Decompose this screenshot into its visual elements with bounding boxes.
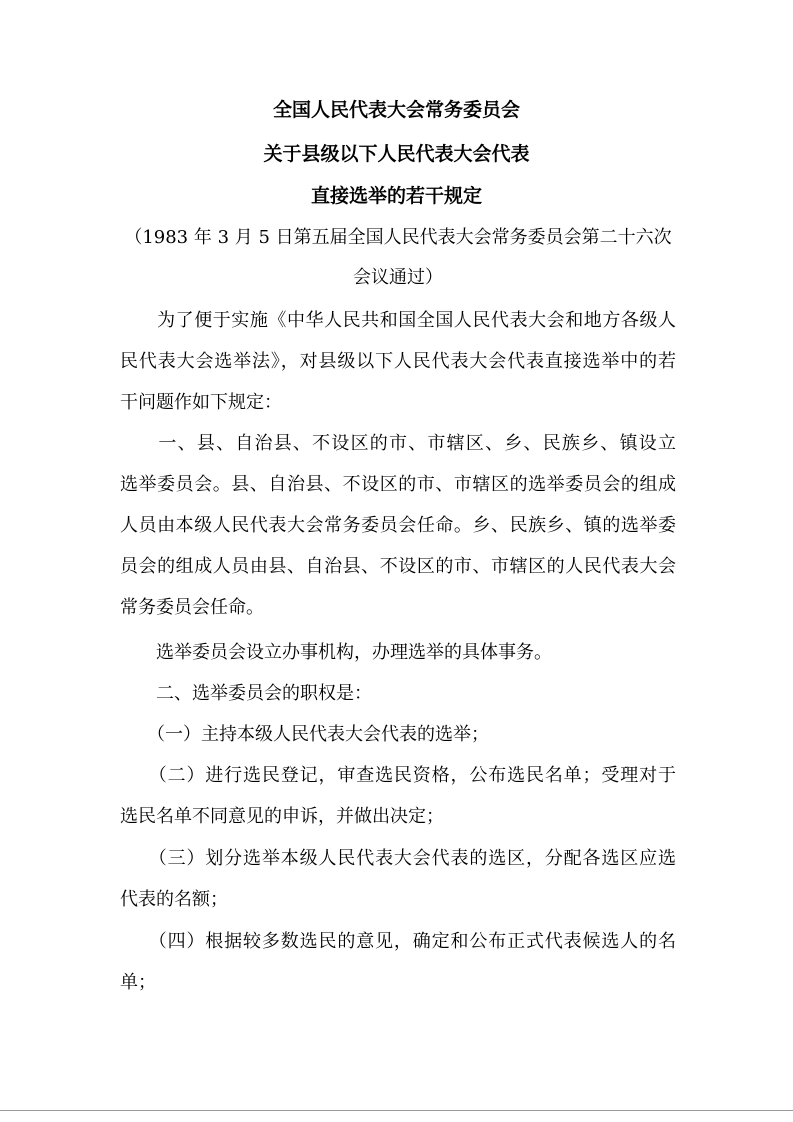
text-line: （二）进行选民登记，审查选民资格，公布选民名单；受理对于 <box>120 765 676 786</box>
page-bottom-divider <box>0 1110 793 1111</box>
text-line: （一）主持本级人民代表大会代表的选举； <box>120 724 489 745</box>
text-line: 选举委员会。县、自治县、不设区的市、市辖区的选举委员会的组成 <box>120 474 676 495</box>
adoption-note-line-2: 会议通过） <box>353 267 443 288</box>
text-line: （四）根据较多数选民的意见，确定和公布正式代表候选人的名 <box>120 931 676 952</box>
document-title-line-3: 直接选举的若干规定 <box>310 185 482 207</box>
text-line: 干问题作如下规定： <box>120 392 282 413</box>
text-line: 人员由本级人民代表大会常务委员会任命。乡、民族乡、镇的选举委 <box>120 515 676 536</box>
text-line: 二、选举委员会的职权是： <box>120 683 372 704</box>
text-line: 选民名单不同意见的申诉，并做出决定； <box>120 806 444 827</box>
text-line: 选举委员会设立办事机构，办理选举的具体事务。 <box>120 642 552 663</box>
adoption-note <box>120 218 676 298</box>
adoption-note-line-1: （1983 年 3 月 5 日第五届全国人民代表大会常务委员会第二十六次 <box>124 227 672 248</box>
article-2-item-4-paragraph <box>120 921 676 1003</box>
text-line: 民代表大会选举法》，对县级以下人民代表大会代表直接选举中的若 <box>120 351 676 372</box>
text-line: 为了便于实施《中华人民共和国全国人民代表大会和地方各级人 <box>120 310 676 331</box>
text-line: 一、县、自治县、不设区的市、市辖区、乡、民族乡、镇设立 <box>120 433 676 454</box>
text-line: 单； <box>120 972 156 993</box>
article-2-heading-paragraph <box>120 673 676 714</box>
text-line: 员会的组成人员由县、自治县、不设区的市、市辖区的人民代表大会 <box>120 556 676 577</box>
article-2-item-3-paragraph <box>120 838 676 920</box>
text-line: 常务委员会任命。 <box>120 597 264 618</box>
article-1-paragraph <box>120 423 676 628</box>
preamble-paragraph <box>120 300 676 423</box>
text-line: （三）划分选举本级人民代表大会代表的选区，分配各选区应选 <box>120 848 676 869</box>
article-2-item-2-paragraph <box>120 755 676 837</box>
text-line: 代表的名额； <box>120 889 228 910</box>
document-title-line-2: 关于县级以下人民代表大会代表 <box>263 143 530 165</box>
document-title-line-1: 全国人民代表大会常务委员会 <box>272 99 520 121</box>
article-2-item-1-paragraph <box>120 714 676 755</box>
article-1-office-paragraph <box>120 632 676 673</box>
